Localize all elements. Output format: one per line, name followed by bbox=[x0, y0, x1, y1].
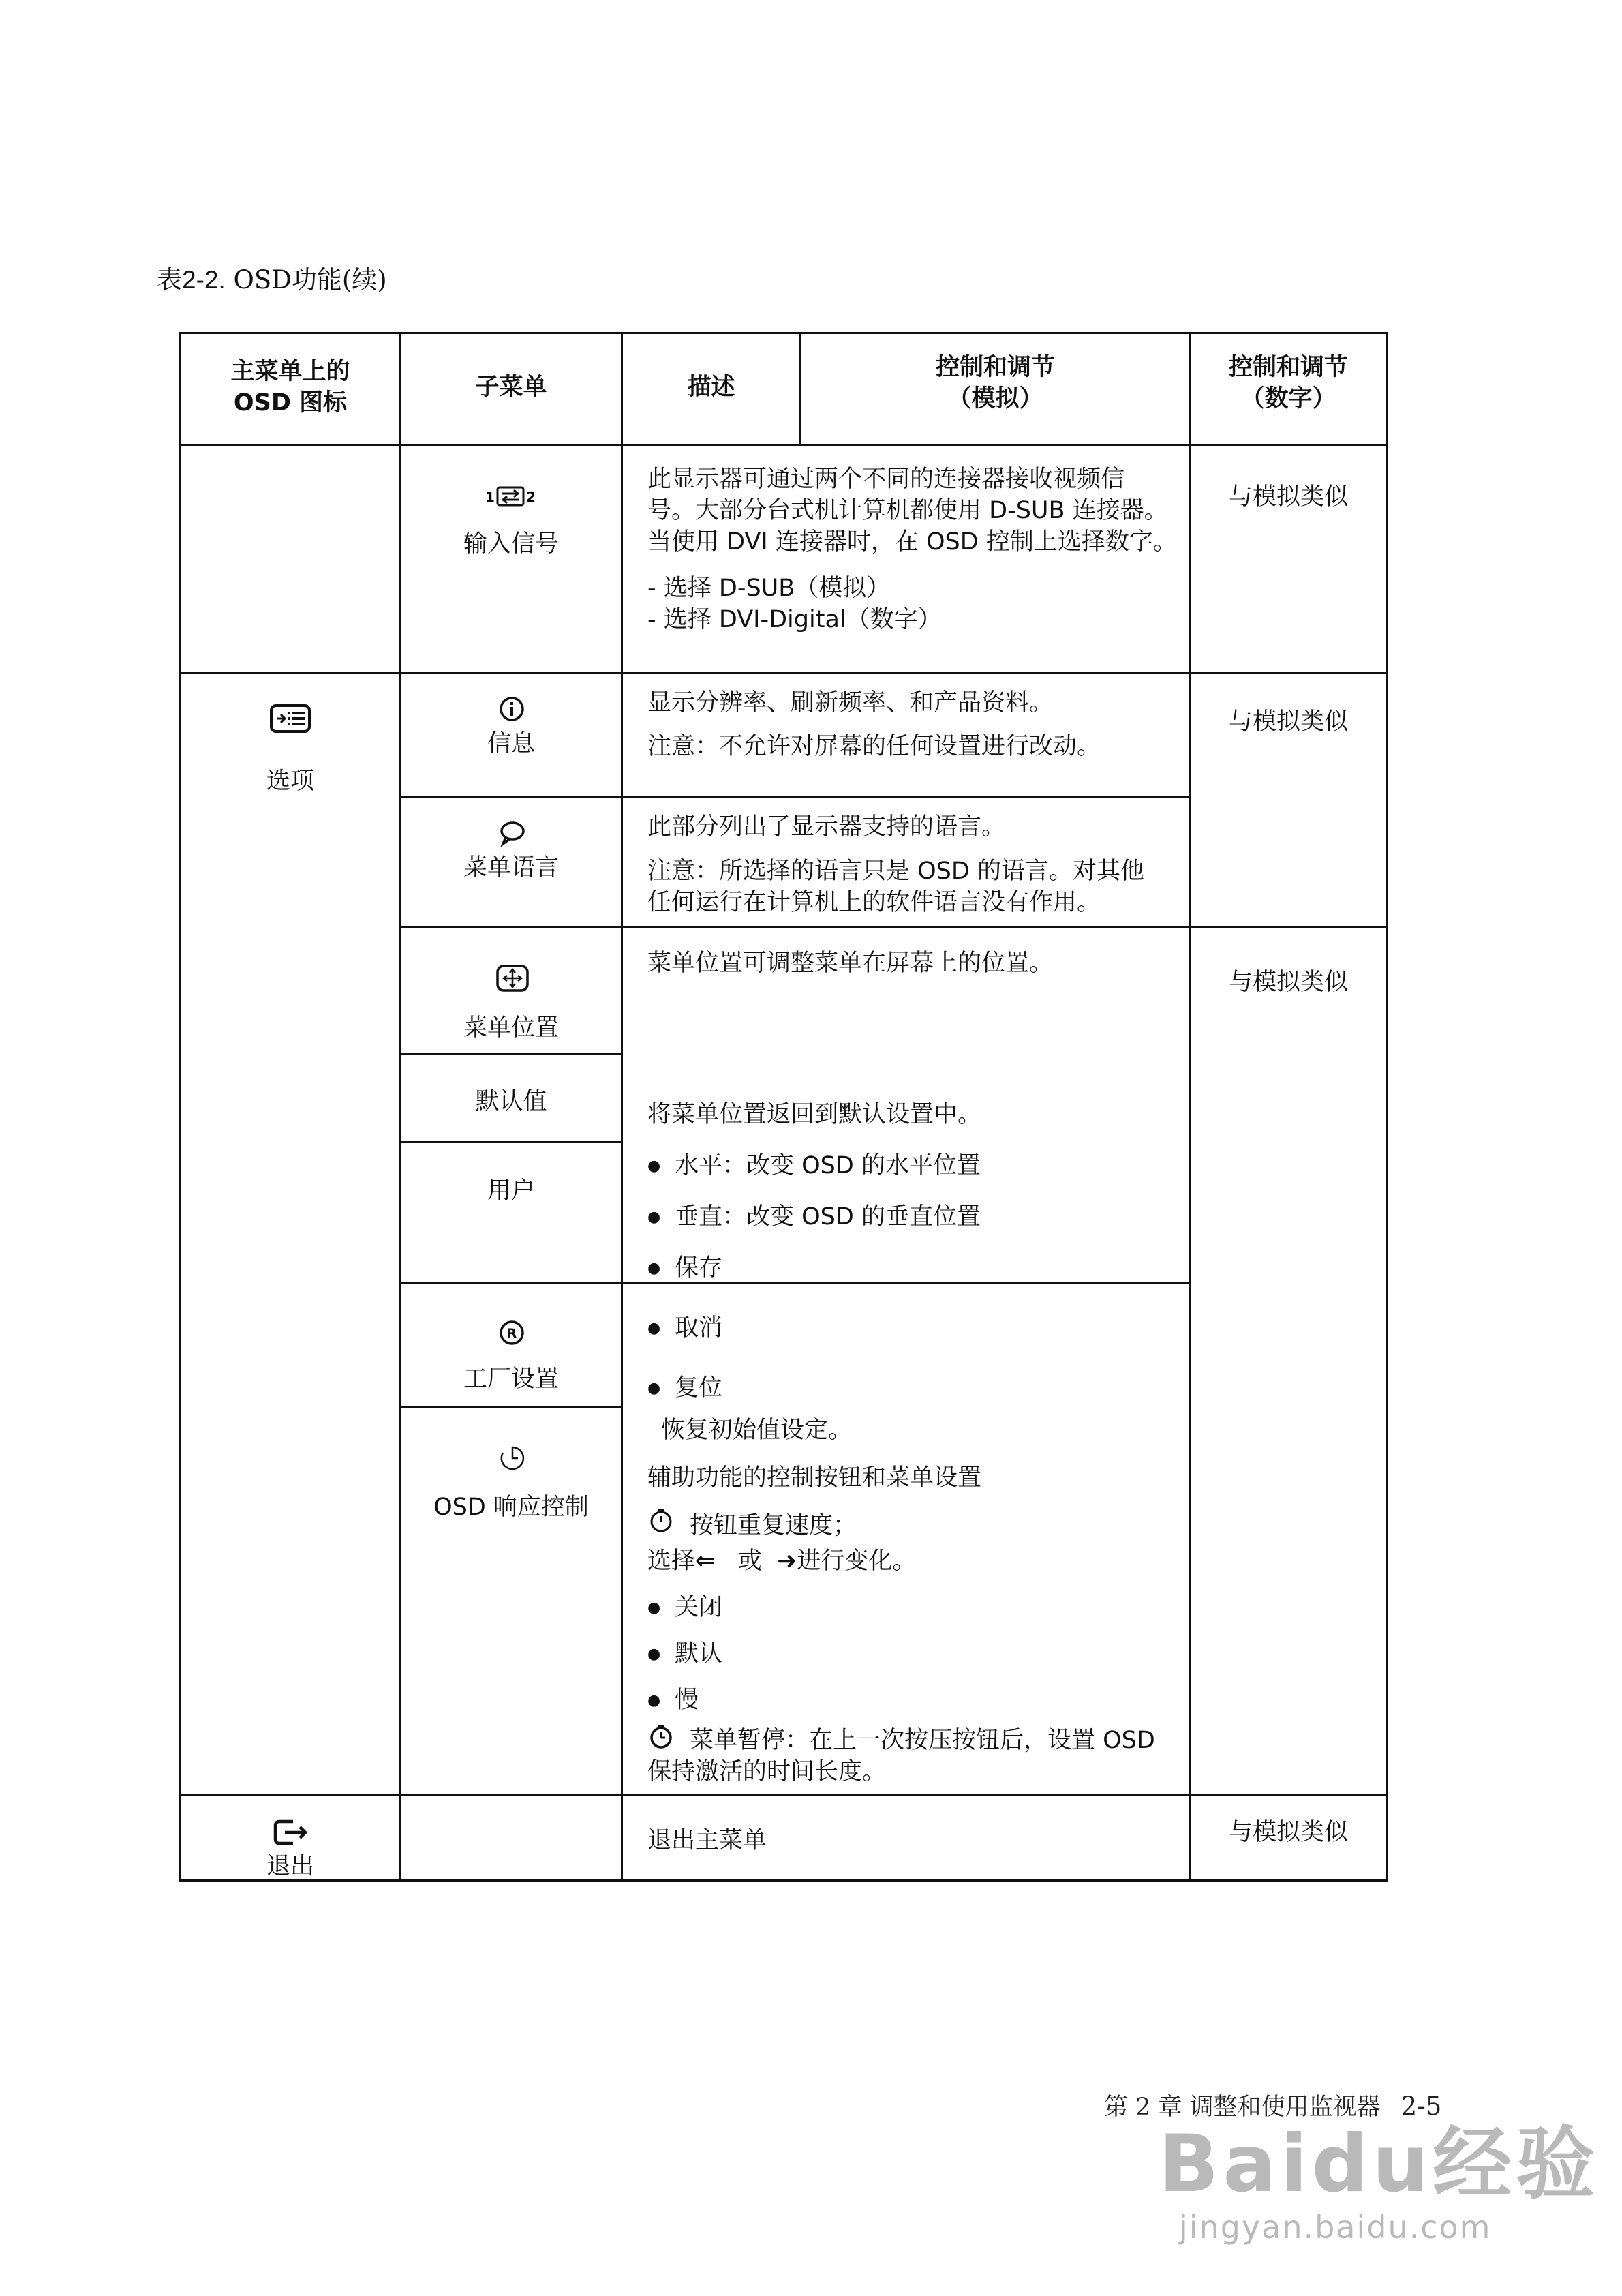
submenu-menu-position: 菜单位置 bbox=[463, 1014, 559, 1042]
list-item: ● 保存 bbox=[647, 1252, 722, 1284]
arrow-left-icon: ⇐ bbox=[695, 1547, 716, 1575]
position-description: 菜单位置可调整菜单在屏幕上的位置。 bbox=[647, 950, 1054, 977]
osd-response-description: 辅助功能的控制按钮和菜单设置 bbox=[647, 1464, 982, 1492]
input-signal-options: - 选择 D-SUB（模拟） - 选择 DVI-Digital（数字） bbox=[647, 575, 942, 633]
options-icon bbox=[270, 704, 311, 733]
stopwatch-icon bbox=[648, 1508, 674, 1534]
svg-text:R: R bbox=[506, 1326, 517, 1341]
options-digital-note: 与模拟类似 bbox=[1228, 708, 1348, 736]
menu-pause-note: 菜单暂停：在上一次按压按钮后，设置 OSD 保持激活的时间长度。 bbox=[647, 1727, 1155, 1785]
select-instruction: 选择⇐ 或 ➜进行变化。 bbox=[647, 1547, 917, 1575]
default-description: 将菜单位置返回到默认设置中。 bbox=[647, 1101, 982, 1128]
speech-bubble-icon bbox=[498, 819, 525, 847]
info-note: 注意：不允许对屏幕的任何设置进行改动。 bbox=[647, 733, 1101, 760]
list-item: ● 默认 bbox=[647, 1638, 722, 1670]
language-note: 注意：所选择的语言只是 OSD 的语言。对其他 任何运行在计算机上的软件语言没有作用。 bbox=[647, 858, 1144, 916]
list-item: ● 慢 bbox=[647, 1685, 699, 1717]
factory-reset-note: 恢复初始值设定。 bbox=[661, 1417, 853, 1444]
header-main-menu-icon: 主菜单上的 OSD 图标 bbox=[230, 358, 350, 417]
table-caption: 表2-2. OSD功能(续) bbox=[157, 265, 387, 294]
factory-reset-icon bbox=[498, 1319, 525, 1346]
timer-icon bbox=[498, 1443, 527, 1473]
watermark: Baidu经验 jingyan.baidu.com bbox=[1159, 2118, 1600, 2246]
exit-icon bbox=[273, 1819, 311, 1846]
move-arrows-icon bbox=[496, 965, 529, 992]
list-item: ● 关闭 bbox=[647, 1592, 722, 1624]
header-control-analog: 控制和调节 （模拟） bbox=[935, 354, 1055, 412]
arrow-right-icon: ➜ bbox=[777, 1547, 797, 1575]
submenu-menu-language: 菜单语言 bbox=[463, 854, 559, 881]
button-repeat-speed-label: 按钮重复速度； bbox=[690, 1512, 857, 1539]
header-control-digital: 控制和调节 （数字） bbox=[1228, 354, 1348, 412]
list-item: ● 复位 bbox=[647, 1372, 722, 1404]
submenu-factory-settings: 工厂设置 bbox=[463, 1365, 559, 1393]
info-description: 显示分辨率、刷新频率、和产品资料。 bbox=[647, 689, 1054, 716]
list-item: ● 垂直：改变 OSD 的垂直位置 bbox=[647, 1201, 981, 1233]
input-signal-description: 此显示器可通过两个不同的连接器接收视频信 号。大部分台式机计算机都使用 D-SUB 连接器。 当使用 DVI 连接器时，在 OSD 控制上选择数字。 bbox=[647, 466, 1177, 556]
page-footer: 第 2 章 调整和使用监视器 2-5 bbox=[1104, 2091, 1442, 2121]
info-icon bbox=[498, 695, 525, 723]
submenu-info: 信息 bbox=[487, 730, 535, 757]
list-item: ● 水平：改变 OSD 的水平位置 bbox=[647, 1150, 981, 1182]
submenu-input-signal: 输入信号 bbox=[463, 530, 559, 558]
language-description: 此部分列出了显示器支持的语言。 bbox=[647, 813, 1006, 841]
exit-digital-note: 与模拟类似 bbox=[1228, 1819, 1348, 1846]
options-label: 选项 bbox=[266, 768, 314, 795]
list-item: ● 取消 bbox=[647, 1312, 722, 1344]
svg-text:2: 2 bbox=[526, 489, 536, 505]
header-submenu: 子菜单 bbox=[475, 374, 547, 401]
exit-description: 退出主菜单 bbox=[647, 1827, 767, 1854]
position-digital-note: 与模拟类似 bbox=[1228, 969, 1348, 996]
submenu-user: 用户 bbox=[487, 1177, 535, 1205]
header-description: 描述 bbox=[687, 374, 735, 401]
submenu-default: 默认值 bbox=[475, 1088, 547, 1115]
exit-label: 退出 bbox=[266, 1853, 314, 1880]
svg-text:1: 1 bbox=[485, 489, 495, 505]
input-switch-icon bbox=[484, 483, 538, 510]
input-signal-digital-note: 与模拟类似 bbox=[1228, 483, 1348, 511]
submenu-osd-response-control: OSD 响应控制 bbox=[433, 1494, 589, 1521]
